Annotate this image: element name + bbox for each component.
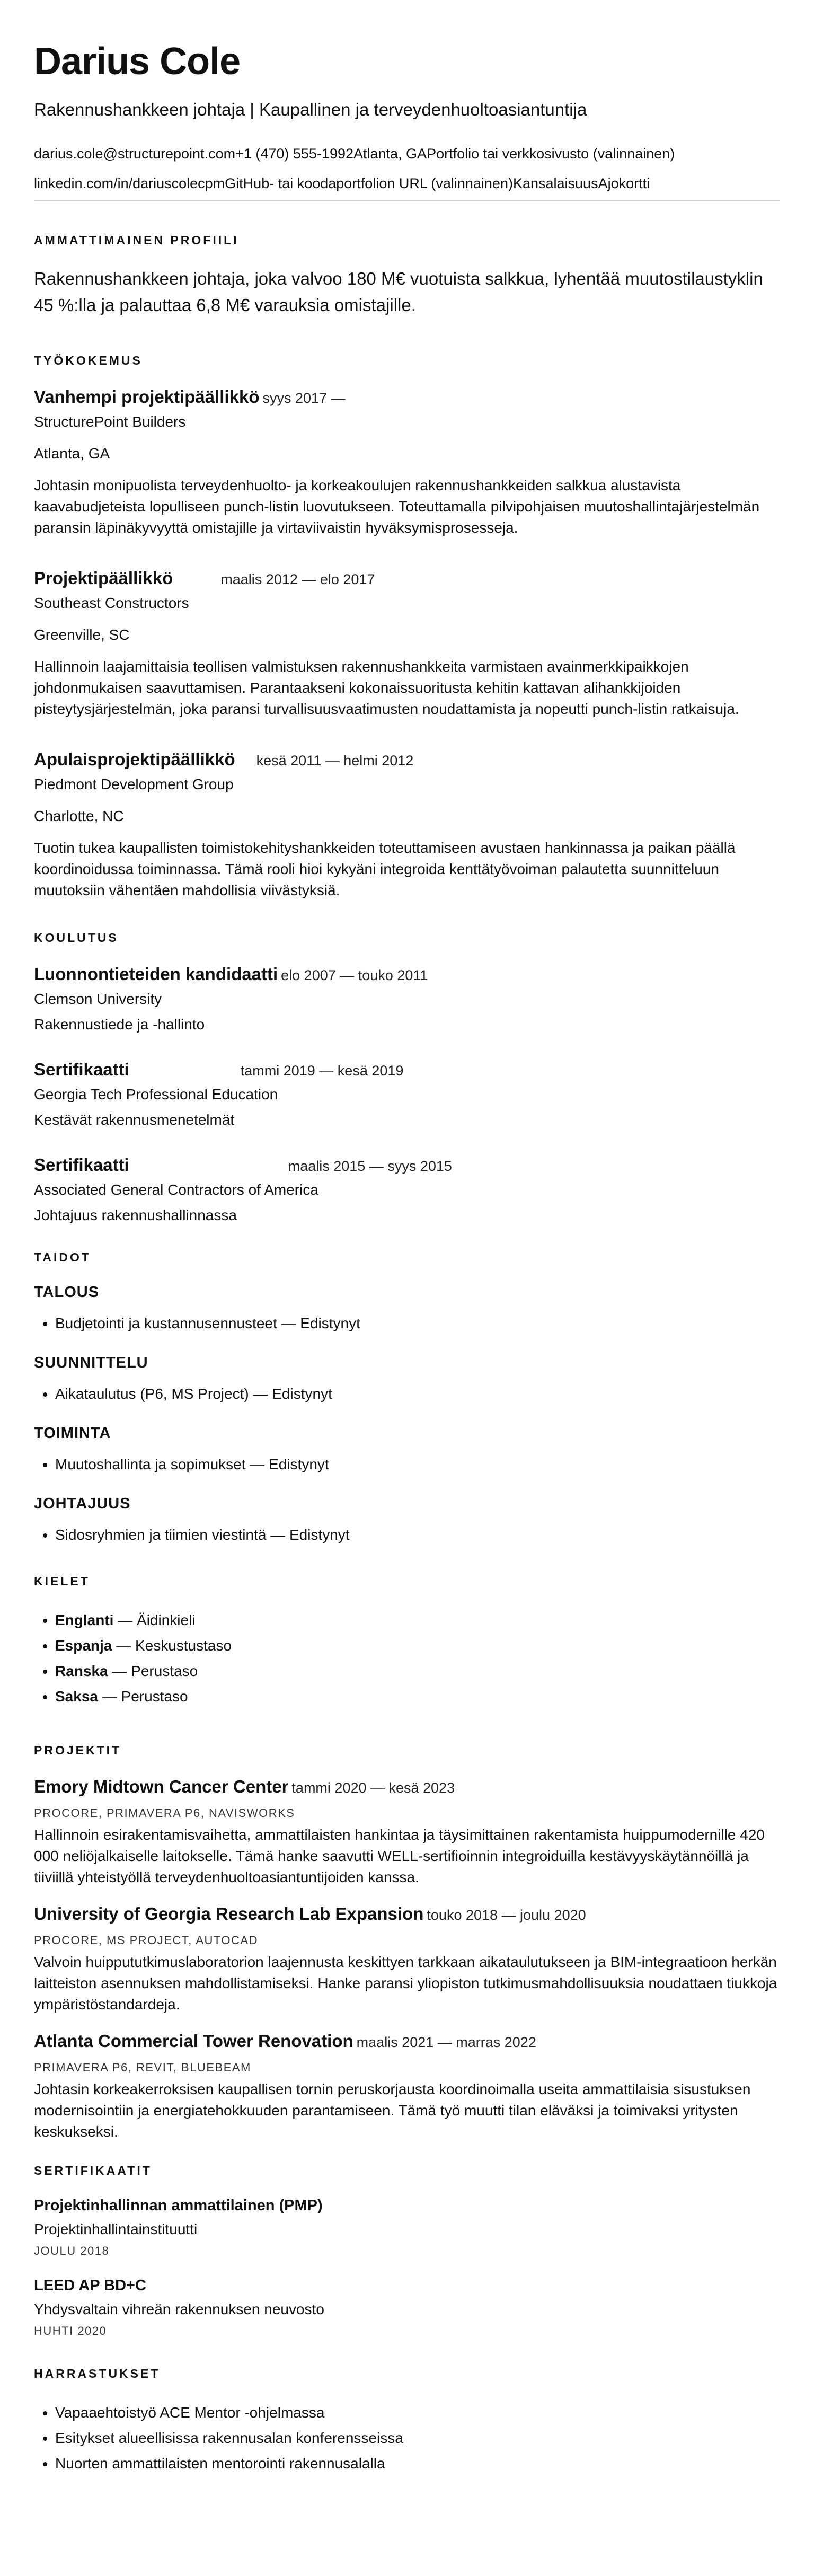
project-description: Hallinnoin esirakentamisvaihetta, ammattilaisten hankintaa ja täysimittainen rakentamista huippumodernille 420 000 neliöjalkaiselle laitokselle. Tämä hanke saavutti WELL-sertifioinnin integroiduilla kestävyyskäytännöillä ja tiiviillä yhteistyöllä terveydenhuoltoasiantuntijoiden kanssa. (34, 1827, 765, 1885)
job-dates: kesä 2011 — helmi 2012 (256, 753, 414, 769)
section-title: TYÖKOKEMUS (34, 354, 143, 367)
experience-entry (34, 387, 780, 539)
field-of-study: Kestävät rakennusmenetelmät (34, 1111, 235, 1128)
certification-date: HUHTI 2020 (34, 2324, 107, 2337)
experience-section (34, 354, 780, 901)
project-dates: touko 2018 — joulu 2020 (427, 1907, 586, 1923)
certification-date: JOULU 2018 (34, 2244, 110, 2257)
skill-group (34, 1495, 780, 1548)
experience-entry (34, 749, 780, 901)
project-dates: maalis 2021 — marras 2022 (356, 2034, 536, 2050)
language-item (55, 1658, 780, 1684)
portfolio-link[interactable]: Portfolio tai verkkosivusto (valinnainen) (427, 146, 675, 162)
degree: Sertifikaatti (34, 1060, 129, 1079)
language-level: — Keskustustaso (112, 1637, 232, 1654)
projects-section (34, 1743, 780, 2142)
education-entry (34, 1155, 780, 1226)
project-tools: PROCORE, PRIMAVERA P6, NAVISWORKS (34, 1806, 295, 1820)
project-name: Atlanta Commercial Tower Renovation (34, 2031, 353, 2051)
job-description: Hallinnoin laajamittaisia teollisen valmistuksen rakennushankkeita varmistaen avainmerkkipaikkojen johdonmukaisen saavuttamisen. Parantaakseni kokonaissuoritusta kehitin kattavan alihankkijoiden pisteytysjärjestelmän, joka paransi turvallisuusvaatimusten noudattamista ja nopeutti punch-listin ratkaisuja. (34, 658, 739, 717)
skill-group-title: TOIMINTA (34, 1425, 111, 1442)
project-entry (34, 1777, 780, 1888)
header-divider (34, 200, 780, 201)
language-name: Espanja (55, 1637, 112, 1654)
job-title: Vanhempi projektipäällikkö (34, 387, 260, 407)
section-title: AMMATTIMAINEN PROFIILI (34, 233, 239, 247)
project-tools: PRIMAVERA P6, REVIT, BLUEBEAM (34, 2061, 251, 2074)
skill-group (34, 1284, 780, 1336)
language-level: — Perustaso (108, 1663, 198, 1679)
hobby-item: • Nuorten ammattilaisten mentorointi rakennusalalla (55, 2451, 780, 2476)
language-item (55, 1633, 780, 1658)
section-title: KIELET (34, 1574, 90, 1588)
school-name: Associated General Contractors of America (34, 1181, 318, 1198)
job-title: Apulaisprojektipäällikkö (34, 749, 235, 769)
education-entry (34, 1060, 780, 1131)
language-item (55, 1684, 780, 1709)
project-tools: PROCORE, MS PROJECT, AUTOCAD (34, 1934, 258, 1947)
location: Atlanta, GA (353, 146, 427, 162)
certification-entry (34, 2277, 780, 2338)
section-title: TAIDOT (34, 1250, 91, 1264)
language-name: Ranska (55, 1663, 108, 1679)
job-title: Projektipäällikkö (34, 568, 173, 588)
project-description: Johtasin korkeakerroksisen kaupallisen tornin peruskorjausta koordinoimalla useita ammattilaisia sisustuksen modernisointiin ja energiatehokkuuden parantamiseen. Tämä työ muutti tilan eläväksi ja toimivaksi yritysten keskukseksi. (34, 2081, 751, 2140)
skill-item: • Sidosryhmien ja tiimien viestintä — Edistynyt (55, 1522, 780, 1548)
company-name: Piedmont Development Group (34, 776, 234, 792)
company-name: Southeast Constructors (34, 595, 189, 611)
school-name: Clemson University (34, 991, 162, 1007)
email-link[interactable]: darius.cole@structurepoint.com (34, 146, 236, 162)
education-dates: maalis 2015 — syys 2015 (288, 1158, 452, 1174)
hobby-item: • Esitykset alueellisissa rakennusalan konferensseissa (55, 2425, 780, 2451)
company-name: StructurePoint Builders (34, 413, 186, 430)
language-list (34, 1608, 780, 1709)
skill-group-title: SUUNNITTELU (34, 1354, 148, 1371)
job-location: Atlanta, GA (34, 445, 110, 462)
school-name: Georgia Tech Professional Education (34, 1086, 278, 1102)
hobby-item: • Vapaaehtoistyö ACE Mentor -ohjelmassa (55, 2400, 780, 2425)
certification-issuer: Projektinhallintainstituutti (34, 2221, 198, 2237)
job-description: Tuotin tukea kaupallisten toimistokehityshankkeiden toteuttamiseen avustaen hankinnassa ja paikan päällä koordinoidussa toiminnassa. Tämä rooli hioi kykyäni integroida kenttätyövoiman palautetta suunnitteluun muutoksiin vähentäen mahdollisia viivästyksiä. (34, 840, 736, 898)
skill-item: • Muutoshallinta ja sopimukset — Edistynyt (55, 1452, 780, 1477)
project-entry (34, 1904, 780, 2015)
section-title: HARRASTUKSET (34, 2367, 161, 2380)
contact-line-1 (34, 139, 780, 169)
job-dates: maalis 2012 — elo 2017 (220, 571, 375, 587)
education-section (34, 931, 780, 1226)
hobby-list (34, 2400, 780, 2476)
language-level: — Perustaso (98, 1688, 188, 1705)
section-title: SERTIFIKAATIT (34, 2164, 152, 2177)
experience-entry (34, 568, 780, 720)
skill-item: • Aikataulutus (P6, MS Project) — Edistynyt (55, 1381, 780, 1407)
project-name: Emory Midtown Cancer Center (34, 1777, 289, 1796)
contact-line-2 (34, 169, 780, 198)
language-item (55, 1608, 780, 1633)
skills-section (34, 1250, 780, 1548)
education-entry (34, 964, 780, 1035)
job-description: Johtasin monipuolista terveydenhuolto- ja korkeakoulujen rakennushankkeiden salkkua alustavista kaavabudjeteista lopulliseen punch-listin luovutukseen. Toteuttamalla pilvipohjaisen muutoshallintajärjestelmän paransin läpinäkyvyyttä omistajille ja virtaviivaistin hyväksymisprosesseja. (34, 477, 760, 536)
project-dates: tammi 2020 — kesä 2023 (291, 1780, 455, 1796)
candidate-name: Darius Cole (34, 40, 241, 83)
github-link[interactable]: GitHub- tai koodaportfolion URL (valinnainen) (225, 175, 513, 191)
job-location: Charlotte, NC (34, 808, 124, 824)
certification-name: LEED AP BD+C (34, 2277, 146, 2294)
citizenship: Kansalaisuus (512, 175, 598, 191)
section-title: KOULUTUS (34, 931, 119, 945)
job-location: Greenville, SC (34, 627, 130, 643)
drivers-license: Ajokortti (598, 175, 650, 191)
contact-info (34, 139, 780, 198)
section-title: PROJEKTIT (34, 1743, 122, 1757)
profile-summary: Rakennushankkeen johtaja, joka valvoo 180 M€ vuotuista salkkua, lyhentää muutostilaustyklin 45 %:lla ja palauttaa 6,8 M€ varauksia omistajille. (34, 269, 763, 315)
skill-group (34, 1354, 780, 1407)
certifications-section (34, 2164, 780, 2338)
certification-issuer: Yhdysvaltain vihreän rakennuksen neuvosto (34, 2301, 324, 2317)
project-name: University of Georgia Research Lab Expansion (34, 1904, 424, 1924)
skill-item: • Budjetointi ja kustannusennusteet — Edistynyt (55, 1311, 780, 1336)
degree: Sertifikaatti (34, 1155, 129, 1175)
skill-group-title: TALOUS (34, 1284, 100, 1301)
education-dates: tammi 2019 — kesä 2019 (240, 1063, 404, 1079)
field-of-study: Rakennustiede ja -hallinto (34, 1016, 205, 1033)
degree: Luonnontieteiden kandidaatti (34, 964, 278, 984)
certification-name: Projektinhallinnan ammattilainen (PMP) (34, 2197, 323, 2214)
phone: +1 (470) 555-1992 (235, 146, 353, 162)
field-of-study: Johtajuus rakennushallinnassa (34, 1207, 237, 1223)
project-description: Valvoin huippututkimuslaboratorion laajennusta keskittyen tarkkaan aikataulutukseen ja BIM-integraatioon herkän laitteiston asennuksen mahdollistamiseksi. Hanke paransi yliopiston tutkimusmahdollisuuksia noudattaen tiukkoja ympäristöstandardeja. (34, 1954, 777, 2013)
job-dates: syys 2017 — (262, 390, 346, 406)
language-name: Saksa (55, 1688, 98, 1705)
certification-entry (34, 2197, 780, 2258)
skill-group-title: JOHTAJUUS (34, 1495, 131, 1512)
language-name: Englanti (55, 1612, 114, 1628)
linkedin-link[interactable]: linkedin.com/in/dariuscolecpm (34, 175, 225, 191)
headline: Rakennushankkeen johtaja | Kaupallinen ja terveydenhuoltoasiantuntija (34, 100, 587, 119)
profile-section (34, 233, 780, 319)
education-dates: elo 2007 — touko 2011 (281, 967, 428, 983)
languages-section (34, 1574, 780, 1709)
hobbies-section (34, 2367, 780, 2476)
project-entry (34, 2031, 780, 2142)
language-level: — Äidinkieli (113, 1612, 196, 1628)
skill-group (34, 1425, 780, 1477)
